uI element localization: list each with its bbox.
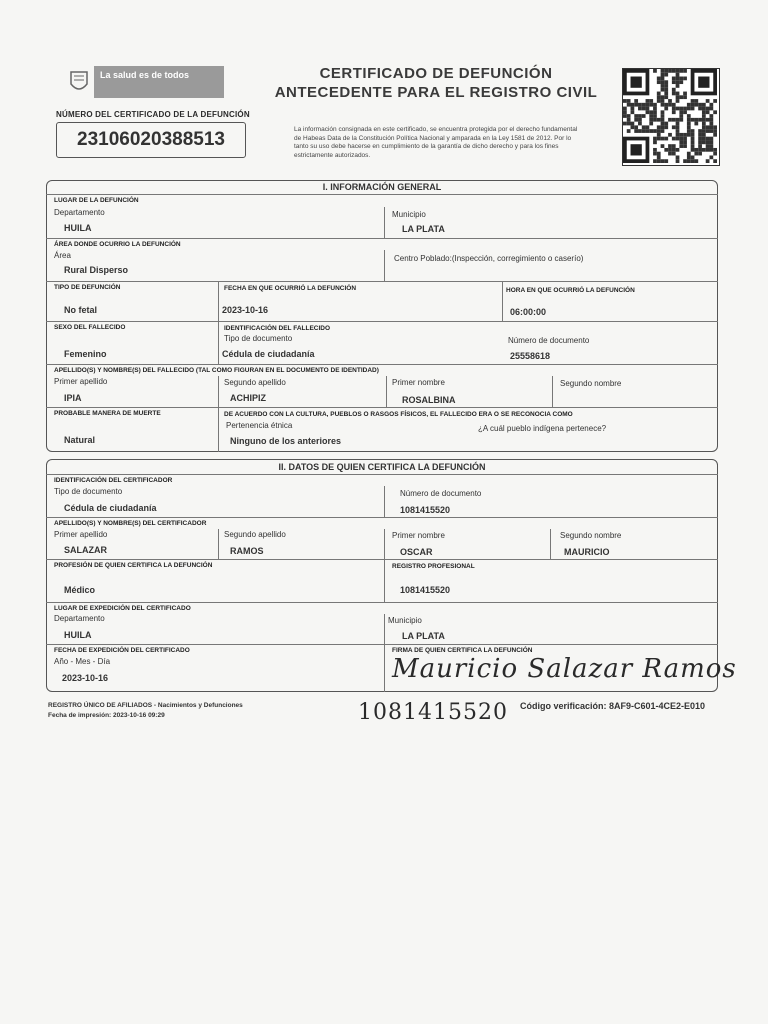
label-segundo-apellido-certificador: Segundo apellido bbox=[224, 530, 286, 539]
caption-sexo: SEXO DEL FALLECIDO bbox=[54, 324, 126, 331]
label-municipio: Municipio bbox=[392, 210, 426, 219]
logo bbox=[68, 66, 224, 98]
value-manera-muerte: Natural bbox=[64, 435, 96, 445]
caption-fecha-defuncion: FECHA EN QUE OCURRIÓ LA DEFUNCIÓN bbox=[224, 285, 357, 292]
registry-name: REGISTRO ÚNICO DE AFILIADOS - Nacimientos y Defunciones bbox=[48, 702, 243, 709]
value-fecha-expedicion: 2023-10-16 bbox=[62, 673, 109, 683]
value-primer-nombre-certificador: OSCAR bbox=[400, 547, 433, 557]
value-tipo-documento-certificador: Cédula de ciudadanía bbox=[64, 503, 157, 513]
label-centro-poblado: Centro Poblado:(Inspección, corregimiento o caserío) bbox=[394, 254, 584, 263]
value-departamento-expedicion: HUILA bbox=[64, 630, 92, 640]
caption-lugar-expedicion: LUGAR DE EXPEDICIÓN DEL CERTIFICADO bbox=[54, 605, 191, 612]
caption-identificacion-certificador: IDENTIFICACIÓN DEL CERTIFICADOR bbox=[54, 477, 173, 484]
caption-firma: FIRMA DE QUIEN CERTIFICA LA DEFUNCIÓN bbox=[392, 647, 533, 654]
value-fecha-defuncion: 2023-10-16 bbox=[222, 305, 269, 315]
title-line-2: ANTECEDENTE PARA EL REGISTRO CIVIL bbox=[274, 84, 598, 101]
value-municipio-expedicion: LA PLATA bbox=[402, 631, 445, 641]
value-numero-documento-certificador: 1081415520 bbox=[400, 505, 451, 515]
qr-code[interactable] bbox=[622, 68, 720, 166]
print-date: Fecha de impresión: 2023-10-16 09:29 bbox=[48, 712, 165, 719]
signature: Mauricio Salazar Ramos bbox=[392, 654, 737, 684]
label-pertenencia-etnica: Pertenencia étnica bbox=[226, 421, 293, 430]
document-title bbox=[258, 64, 614, 102]
value-primer-nombre: ROSALBINA bbox=[402, 395, 456, 405]
label-primer-nombre: Primer nombre bbox=[392, 378, 445, 387]
caption-identificacion-fallecido: IDENTIFICACIÓN DEL FALLECIDO bbox=[224, 325, 331, 332]
caption-nombres-fallecido: APELLIDO(S) Y NOMBRE(S) DEL FALLECIDO (TAL COMO FIGURAN EN EL DOCUMENTO DE IDENTIDAD) bbox=[54, 367, 379, 374]
caption-profesion: PROFESIÓN DE QUIEN CERTIFICA LA DEFUNCIÓN bbox=[54, 562, 213, 569]
label-municipio-expedicion: Municipio bbox=[388, 616, 422, 625]
section1-title: I. INFORMACIÓN GENERAL bbox=[322, 182, 442, 192]
certificate-number: 23106020388513 bbox=[56, 122, 246, 158]
caption-manera-muerte: PROBABLE MANERA DE MUERTE bbox=[54, 410, 161, 417]
label-departamento-expedicion: Departamento bbox=[54, 614, 105, 623]
caption-area: ÁREA DONDE OCURRIO LA DEFUNCIÓN bbox=[54, 241, 181, 248]
value-segundo-apellido: ACHIPIZ bbox=[230, 393, 266, 403]
logo-text: La salud es de todos bbox=[94, 66, 224, 98]
colombia-shield-icon bbox=[68, 68, 90, 96]
caption-lugar-defuncion: LUGAR DE LA DEFUNCIÓN bbox=[54, 197, 139, 204]
label-numero-documento-certificador: Número de documento bbox=[400, 489, 482, 498]
value-hora-defuncion: 06:00:00 bbox=[510, 307, 547, 317]
qr-code-icon bbox=[623, 69, 717, 163]
label-segundo-nombre-certificador: Segundo nombre bbox=[560, 531, 622, 540]
value-profesion: Médico bbox=[64, 585, 96, 595]
label-segundo-nombre: Segundo nombre bbox=[560, 379, 622, 388]
caption-tipo-defuncion: TIPO DE DEFUNCIÓN bbox=[54, 284, 121, 291]
value-tipo-documento: Cédula de ciudadanía bbox=[222, 349, 315, 359]
label-fecha-formato: Año - Mes - Día bbox=[54, 657, 111, 666]
label-primer-nombre-certificador: Primer nombre bbox=[392, 531, 445, 540]
value-pertenencia-etnica: Ninguno de los anteriores bbox=[230, 436, 342, 446]
label-tipo-documento-certificador: Tipo de documento bbox=[54, 487, 123, 496]
caption-hora-defuncion: HORA EN QUE OCURRIÓ LA DEFUNCIÓN bbox=[506, 287, 635, 294]
caption-nombres-certificador: APELLIDO(S) Y NOMBRE(S) DEL CERTIFICADOR bbox=[54, 520, 207, 527]
value-registro-profesional: 1081415520 bbox=[400, 585, 451, 595]
certificate-number-label: NÚMERO DEL CERTIFICADO DE LA DEFUNCIÓN bbox=[56, 110, 250, 119]
value-primer-apellido: IPIA bbox=[64, 393, 82, 403]
value-numero-documento: 25558618 bbox=[510, 351, 551, 361]
section2-title: II. DATOS DE QUIEN CERTIFICA LA DEFUNCIÓN bbox=[278, 462, 486, 472]
legal-notice: La información consignada en este certificado, se encuentra protegida por el derecho fundamental de Habeas Data de la Constitución Política Nacional y amparada en la Ley 1581 de 2012. Por lo tanto su uso debe hacerse en cumplimiento de la garantía de dicho derecho y para los fines estrictamente autorizados. bbox=[294, 126, 578, 159]
value-area: Rural Disperso bbox=[64, 265, 129, 275]
label-segundo-apellido: Segundo apellido bbox=[224, 378, 286, 387]
value-tipo-defuncion: No fetal bbox=[64, 305, 98, 315]
label-departamento: Departamento bbox=[54, 208, 105, 217]
label-pueblo-indigena: ¿A cuál pueblo indígena pertenece? bbox=[478, 424, 607, 433]
value-departamento: HUILA bbox=[64, 223, 92, 233]
label-primer-apellido: Primer apellido bbox=[54, 377, 108, 386]
caption-fecha-expedicion: FECHA DE EXPEDICIÓN DEL CERTIFICADO bbox=[54, 647, 190, 654]
title-line-1: CERTIFICADO DE DEFUNCIÓN bbox=[319, 65, 553, 82]
caption-registro-profesional: REGISTRO PROFESIONAL bbox=[392, 563, 475, 570]
label-numero-documento: Número de documento bbox=[508, 336, 590, 345]
value-sexo: Femenino bbox=[64, 349, 107, 359]
label-tipo-documento: Tipo de documento bbox=[224, 334, 293, 343]
handwritten-number: 1081415520 bbox=[358, 700, 508, 725]
caption-cultura: DE ACUERDO CON LA CULTURA, PUEBLOS O RASGOS FÍSICOS, EL FALLECIDO ERA O SE RECONOCIA COMO bbox=[224, 411, 573, 418]
value-municipio: LA PLATA bbox=[402, 224, 445, 234]
value-segundo-apellido-certificador: RAMOS bbox=[230, 546, 264, 556]
verification-code: Código verificación: 8AF9-C601-4CE2-E010 bbox=[520, 701, 706, 711]
value-primer-apellido-certificador: SALAZAR bbox=[64, 545, 107, 555]
label-primer-apellido-certificador: Primer apellido bbox=[54, 530, 108, 539]
label-area: Área bbox=[54, 251, 71, 260]
value-segundo-nombre-certificador: MAURICIO bbox=[564, 547, 610, 557]
